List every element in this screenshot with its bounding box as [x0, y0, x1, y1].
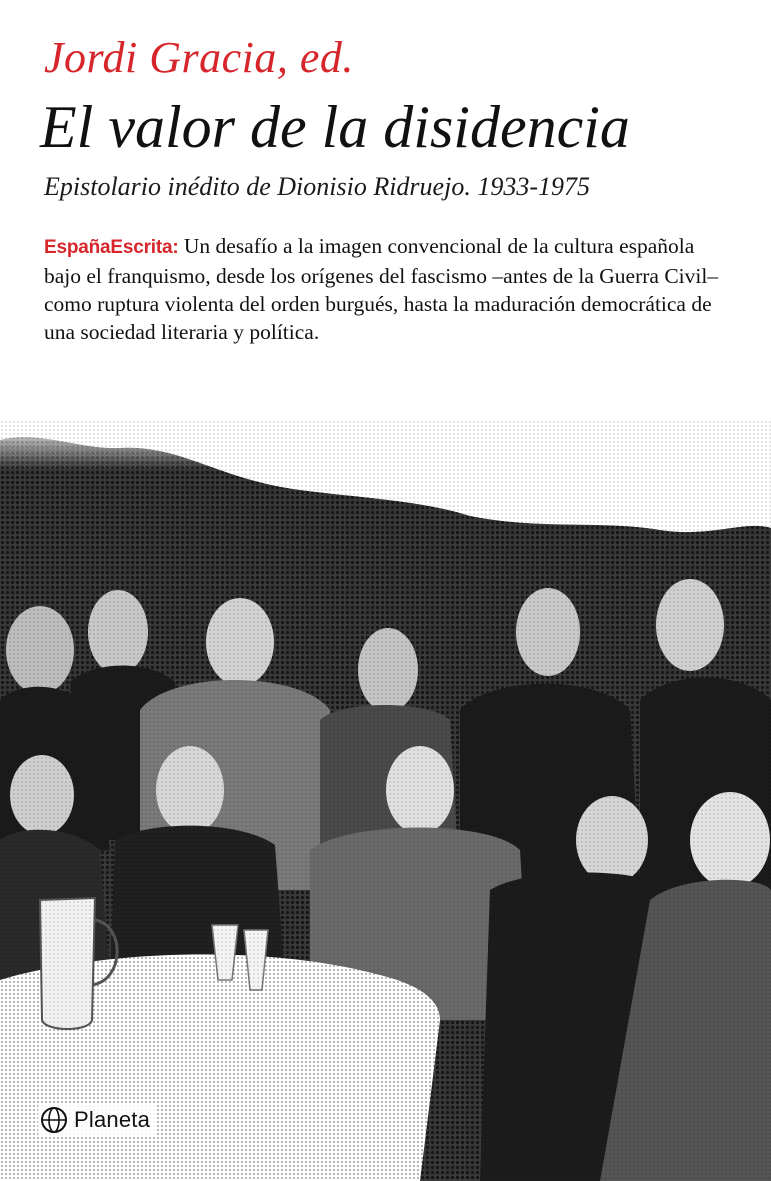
- book-subtitle: Epistolario inédito de Dionisio Ridruejo. 1933-1975: [44, 172, 590, 201]
- publisher-name: Planeta: [74, 1107, 151, 1132]
- blurb-text: Un desafío a la imagen convencional de la cultura española bajo el franquismo, desde los orígenes del fascismo –antes de la Guerra Civil– como ruptura violenta del orden burgués, hasta la maduración democrática de una sociedad literaria y política.: [44, 234, 719, 344]
- cover-blurb: [44, 232, 734, 346]
- planeta-globe-icon: [40, 1106, 68, 1134]
- series-label: EspañaEscrita:: [44, 237, 179, 258]
- publisher-logo: [38, 1104, 156, 1136]
- group-photo: [0, 420, 771, 1181]
- book-title: El valor de la disidencia: [40, 94, 630, 160]
- author-name: Jordi Gracia, ed.: [44, 33, 354, 82]
